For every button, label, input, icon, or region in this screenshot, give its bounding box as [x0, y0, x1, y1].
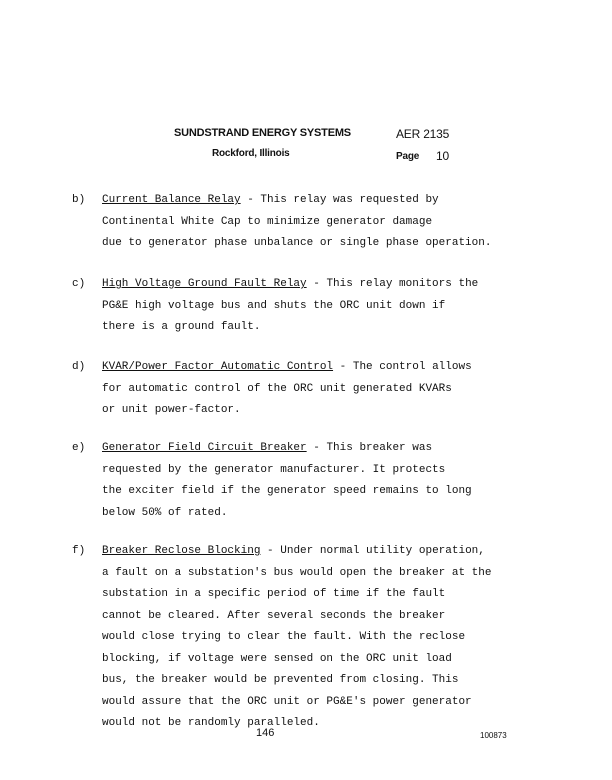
item-line: requested by the generator manufacturer. It protects: [102, 463, 446, 476]
item-line: below 50% of rated.: [102, 506, 228, 519]
item-first-line-text: - This relay monitors the: [306, 278, 479, 290]
page-label: Page: [396, 151, 420, 162]
item-line: for automatic control of the ORC unit generated KVARs: [102, 382, 452, 395]
item-first-line-text: - Under normal utility operation,: [260, 545, 485, 557]
footer-page-number: 146: [256, 727, 275, 739]
item-first-line-text: - This breaker was: [306, 442, 433, 454]
item-body: [102, 541, 502, 735]
item-first-line-text: - This relay was requested by: [240, 194, 439, 206]
item-heading: KVAR/Power Factor Automatic Control: [102, 361, 334, 373]
item-line: would not be randomly paralleled.: [102, 717, 320, 729]
item-heading: High Voltage Ground Fault Relay: [102, 278, 307, 290]
item-heading: Generator Field Circuit Breaker: [102, 442, 307, 454]
document-number: AER 2135: [396, 127, 450, 141]
item-first-line: [102, 357, 502, 379]
item-body: [102, 274, 502, 339]
item-line: would assure that the ORC unit or PG&E's power generator: [102, 695, 472, 708]
item-letter: d): [72, 361, 86, 373]
item-line: Continental White Cap to minimize generator damage: [102, 215, 433, 228]
item-heading: Breaker Reclose Blocking: [102, 545, 261, 557]
item-line: or unit power-factor.: [102, 404, 241, 416]
item-line: a fault on a substation's bus would open the breaker at the: [102, 566, 492, 579]
item-line: bus, the breaker would be prevented from closing. This: [102, 674, 459, 686]
footer-document-id: 100873: [480, 731, 507, 740]
company-name: SUNDSTRAND ENERGY SYSTEMS: [174, 127, 351, 139]
item-first-line: [102, 541, 502, 563]
item-body: [102, 438, 502, 524]
item-first-line: [102, 438, 502, 460]
item-letter: f): [72, 545, 86, 557]
item-letter: b): [72, 194, 86, 206]
item-letter: e): [72, 442, 86, 454]
item-line: there is a ground fault.: [102, 321, 261, 333]
item-line: due to generator phase unbalance or single phase operation.: [102, 237, 492, 249]
item-line: PG&E high voltage bus and shuts the ORC unit down if: [102, 299, 446, 312]
item-body: [102, 357, 502, 422]
item-heading: Current Balance Relay: [102, 194, 241, 206]
item-line: cannot be cleared. After several seconds the breaker: [102, 609, 446, 622]
item-letter: c): [72, 278, 86, 290]
company-location: Rockford, Illinois: [212, 148, 290, 159]
item-line: substation in a specific period of time if the fault: [102, 588, 446, 600]
item-line: the exciter field if the generator speed remains to long: [102, 485, 472, 497]
item-first-line: [102, 190, 502, 212]
item-body: [102, 190, 502, 255]
item-line: blocking, if voltage were sensed on the ORC unit load: [102, 652, 452, 665]
item-line: would close trying to clear the fault. With the reclose: [102, 631, 466, 643]
page-number: 10: [436, 149, 449, 163]
item-first-line-text: - The control allows: [333, 361, 472, 373]
item-first-line: [102, 274, 502, 296]
